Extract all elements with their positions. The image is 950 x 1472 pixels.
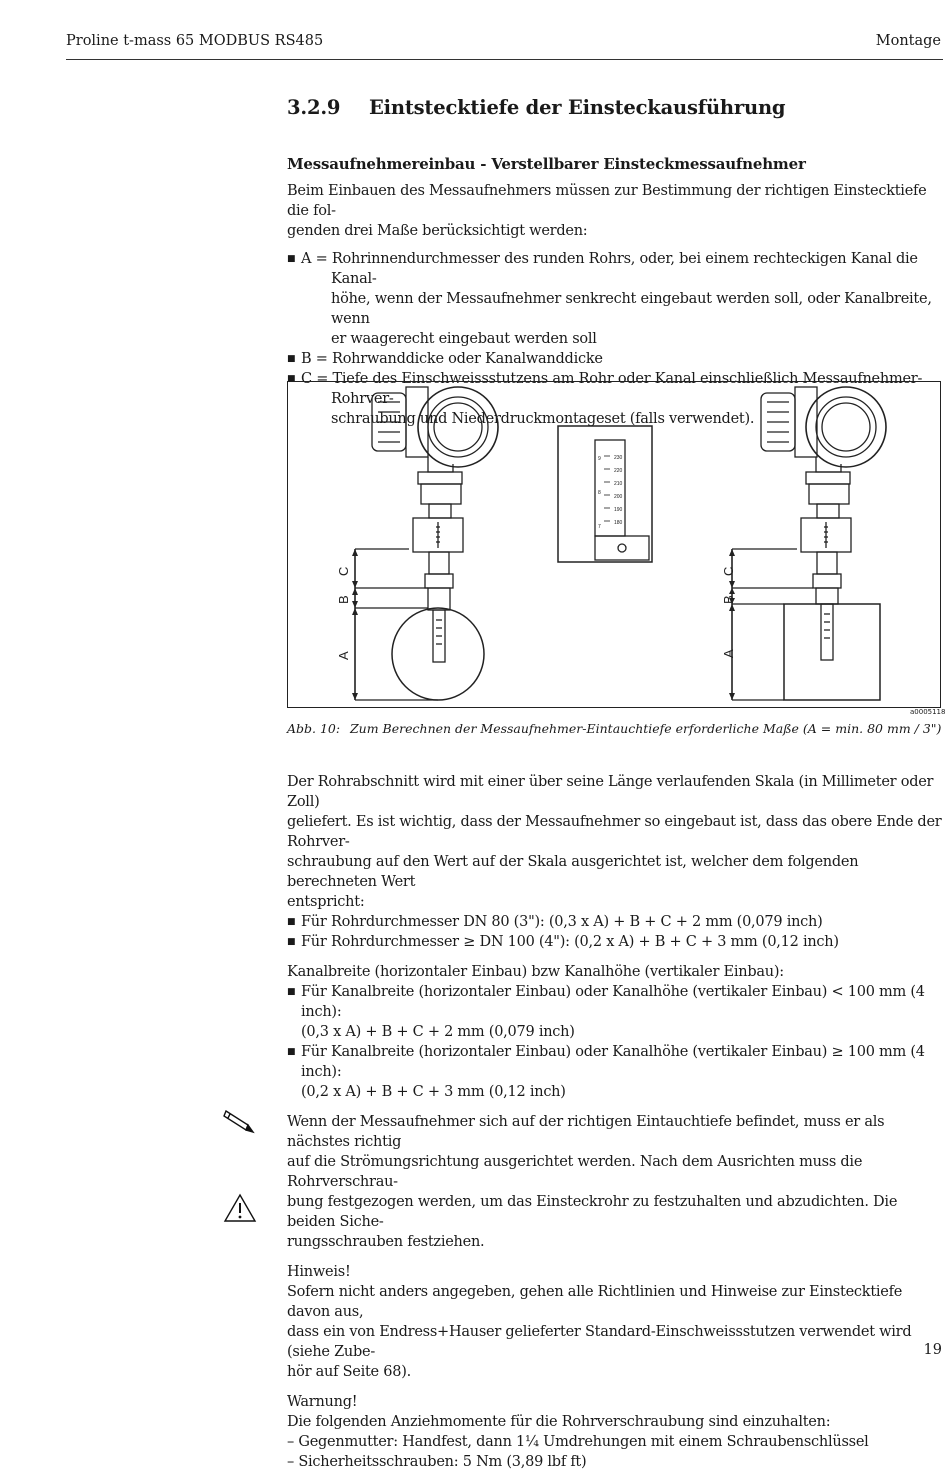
pipe-formula-list: [287, 912, 942, 952]
main-content: [287, 96, 942, 429]
formula-dn80: ■ Für Rohrdurchmesser DN 80 (3"): (0,3 x A) + B + C + 2 mm (0,079 inch): [287, 912, 942, 932]
caption-label: Abb. 10:: [287, 721, 341, 736]
warning-title: Warnung!: [287, 1394, 358, 1410]
sensor-probe-right: [821, 604, 833, 660]
intro-line: genden drei Maße berücksichtigt werden:: [287, 223, 588, 239]
channel-formula-list: [287, 982, 942, 1102]
caption-text: Zum Berechnen der Messaufnehmer-Eintauchtiefe erforderliche Maße (A = min. 80 mm / 3"): [350, 721, 942, 736]
scale-ticks: [604, 456, 610, 521]
subsection-heading: Messaufnehmereinbau - Verstellbarer Einsteckmessaufnehmer: [287, 155, 806, 173]
definition-a: ■ A = Rohrinnendurchmesser des runden Rohrs, oder, bei einem rechteckigen Kanal die Kanal- höhe, wenn der Messaufnehmer senkrecht eingebaut werden soll, oder Kanalbreite, wenn er waagerecht eingebaut werden soll: [287, 249, 942, 349]
pencil-icon: [220, 1105, 256, 1135]
instructions-body: [287, 772, 942, 1472]
header-doc-title: Proline t-mass 65 MODBUS RS485: [66, 33, 324, 49]
scale-mm-tick: 190: [614, 507, 623, 513]
section-title: Eintstecktiefe der Einsteckausführung: [369, 96, 786, 119]
sensor-housing-cover-right: [806, 387, 886, 467]
dim-label-c-left: C: [336, 566, 351, 576]
definition-b: ■ B = Rohrwanddicke oder Kanalwanddicke: [287, 349, 942, 369]
warning-block: Warnung! Die folgenden Anziehmomente für die Rohrverschraubung sind einzuhalten: – Gegenmutter: Handfest, dann 1¼ Umdrehungen mit einem Schraubenschlüssel – Sicherheitsschrauben: 5 Nm (3,89 lbf ft): [287, 1394, 869, 1470]
header-chapter: Montage: [875, 33, 941, 49]
formula-channel-small: ■ Für Kanalbreite (horizontaler Einbau) oder Kanalhöhe (vertikaler Einbau) < 100 mm (4 inch): (0,3 x A) + B + C + 2 mm (0,079 inch): [287, 982, 942, 1042]
dim-label-b-right: B: [721, 595, 736, 604]
note-block: Hinweis! Sofern nicht anders angegeben, gehen alle Richtlinien und Hinweise zur Einstecktiefe davon aus, dass ein von Endress+Hauser gelieferter Standard-Einschweissstutzen verwendet wird (siehe Zube- hör auf Seite 68).: [287, 1264, 912, 1380]
sensor-housing-cover-left: [418, 387, 498, 467]
scale-mm-tick: 180: [614, 520, 623, 526]
channel-intro: Kanalbreite (horizontaler Einbau) bzw Kanalhöhe (vertikaler Einbau):: [287, 964, 784, 980]
sensor-housing-body-left: [406, 387, 428, 457]
definition-c: ■ C = Tiefe des Einschweissstutzens am Rohr oder Kanal einschließlich Messaufnehmer-Rohrver- schraubung und Niederdruckmontageset (falls verwendet).: [287, 369, 942, 429]
scale-inch-tick: 9: [598, 456, 601, 462]
round-pipe: [392, 608, 484, 700]
dim-label-c-right: C: [721, 566, 736, 576]
dim-label-a-left: A: [336, 651, 351, 660]
formula-dn100: ■ Für Rohrdurchmesser ≥ DN 100 (4"): (0,2 x A) + B + C + 3 mm (0,12 inch): [287, 932, 942, 952]
figure-code: a0005118: [910, 708, 946, 716]
scale-inch-tick: 8: [598, 490, 601, 496]
scale-detail-frame: [558, 426, 652, 562]
page-number: 19: [923, 1342, 942, 1358]
scale-mm-tick: 210: [614, 481, 623, 487]
scale-paragraph: Der Rohrabschnitt wird mit einer über seine Länge verlaufenden Skala (in Millimeter oder Zoll) geliefert. Es ist wichtig, dass der Messaufnehmer so eingebaut ist, dass das obere Ende der Rohrver- schraubung auf den Wert auf der Skala ausgerichtet ist, welcher dem folgenden berechneten Wert entspricht:: [287, 774, 942, 910]
dim-label-a-right: A: [721, 649, 736, 658]
intro-line: Beim Einbauen des Messaufnehmers müssen zur Bestimmung der richtigen Einstecktiefe die fol-: [287, 183, 927, 219]
scale-mm-tick: 230: [614, 455, 623, 461]
scale-mm-tick: 200: [614, 494, 623, 500]
alignment-paragraph: Wenn der Messaufnehmer sich auf der richtigen Eintauchtiefe befindet, muss er als nächstes richtig auf die Strömungsrichtung ausgerichtet werden. Nach dem Ausrichten muss die Rohrverschrau- bung festgezogen werden, um das Einsteckrohr zu festzuhalten und abzudichten. Die beiden Siche- rungsschrauben festziehen.: [287, 1114, 898, 1250]
dim-label-b-left: B: [336, 595, 351, 604]
formula-channel-large: ■ Für Kanalbreite (horizontaler Einbau) oder Kanalhöhe (vertikaler Einbau) ≥ 100 mm (4 inch): (0,2 x A) + B + C + 3 mm (0,12 inch): [287, 1042, 942, 1102]
section-heading: [287, 96, 942, 119]
intro-paragraph: [287, 181, 942, 241]
warning-triangle-icon: [223, 1193, 257, 1223]
installation-figure: [287, 381, 941, 708]
figure-caption: [287, 721, 941, 736]
header-rule: [66, 59, 943, 60]
figure-drawing: [288, 382, 940, 707]
scale-inch-tick: 7: [598, 524, 601, 530]
rectangular-duct: [784, 604, 880, 700]
section-number: 3.2.9: [287, 96, 341, 119]
note-title: Hinweis!: [287, 1264, 351, 1280]
scale-mm-tick: 220: [614, 468, 623, 474]
